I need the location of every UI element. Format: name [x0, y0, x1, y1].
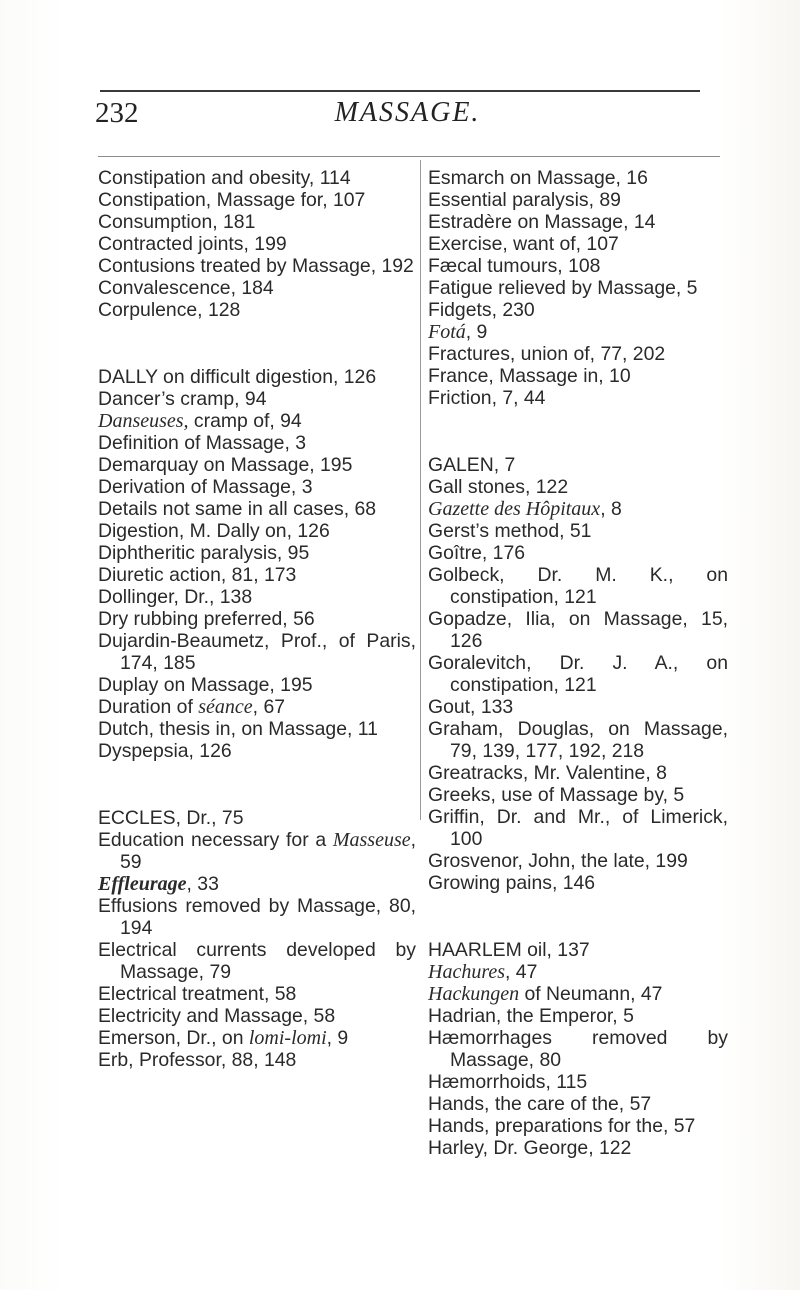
- index-entry-text: Esmarch on Massage, 16: [428, 167, 648, 189]
- index-entry: [428, 1093, 728, 1115]
- index-entry: [98, 718, 416, 740]
- index-entry: [428, 850, 728, 872]
- index-entry-italic: lomi-lomi: [248, 1027, 327, 1049]
- index-entry-text: Fatigue relieved by Massage, 5: [428, 277, 698, 299]
- index-entry-text: Graham, Douglas, on Massage, 79, 139, 177, 192, 218: [428, 718, 728, 762]
- index-entry-text: Digestion, M. Dally on, 126: [98, 520, 330, 542]
- index-entry-italic: séance: [198, 696, 253, 718]
- header-rule: [98, 156, 720, 157]
- group-gap: [428, 409, 728, 454]
- column-divider: [420, 160, 421, 820]
- index-entry-text: France, Massage in, 10: [428, 365, 631, 387]
- index-group: [98, 366, 416, 762]
- index-entry-text: Details not same in all cases, 68: [98, 498, 377, 520]
- index-entry: [428, 718, 728, 762]
- index-entry-text: Convalescence, 184: [98, 277, 274, 299]
- index-entry: [98, 388, 416, 410]
- index-column-left: [98, 167, 416, 1071]
- index-entry-text: Fractures, union of, 77, 202: [428, 343, 666, 365]
- index-entry-text: Goître, 176: [428, 542, 526, 564]
- index-entry: [98, 211, 416, 233]
- index-entry: [98, 696, 416, 718]
- index-entry: [428, 939, 728, 961]
- index-entry-text: Exercise, want of, 107: [428, 233, 619, 255]
- index-entry-text: Gout, 133: [428, 696, 514, 718]
- index-entry: [428, 1005, 728, 1027]
- index-entry: [98, 189, 416, 211]
- index-entry: [428, 608, 728, 652]
- running-head: MASSAGE.: [334, 97, 481, 128]
- index-entry: [98, 520, 416, 542]
- index-entry: [98, 255, 416, 277]
- index-entry: [98, 807, 416, 829]
- index-entry-text: Fidgets, 230: [428, 299, 535, 321]
- index-entry: [98, 476, 416, 498]
- index-entry: [98, 233, 416, 255]
- top-rule: [100, 90, 700, 92]
- index-entry-text: Demarquay on Massage, 195: [98, 454, 353, 476]
- index-entry-text: , 9: [465, 321, 488, 343]
- index-entry-italic: Hachures: [428, 961, 506, 983]
- index-entry: [428, 167, 728, 189]
- index-entry-text: Dry rubbing preferred, 56: [98, 608, 315, 630]
- index-entry-text: Hæmorrhoids, 115: [428, 1071, 588, 1093]
- index-entry: [428, 211, 728, 233]
- index-entry-text: cramp of, 94: [188, 410, 302, 432]
- index-entry: [98, 586, 416, 608]
- index-entry: [98, 564, 416, 586]
- index-entry: [98, 542, 416, 564]
- index-entry: [98, 498, 416, 520]
- index-entry-text: Duplay on Massage, 195: [98, 674, 313, 696]
- index-entry: [428, 365, 728, 387]
- index-entry-pre: Duration of: [98, 696, 199, 718]
- index-entry: [98, 674, 416, 696]
- index-entry-pre: Emerson, Dr., on: [98, 1027, 249, 1049]
- index-entry-text: Gall stones, 122: [428, 476, 569, 498]
- index-entry: [98, 454, 416, 476]
- index-entry: [428, 762, 728, 784]
- index-entry: [428, 343, 728, 365]
- index-entry-text: Dyspepsia, 126: [98, 740, 232, 762]
- index-entry-text: Friction, 7, 44: [428, 387, 546, 409]
- index-entry: [98, 983, 416, 1005]
- index-entry-text: Definition of Massage, 3: [98, 432, 307, 454]
- index-entry-text: HAARLEM oil, 137: [428, 939, 590, 961]
- index-entry-text: Estradère on Massage, 14: [428, 211, 656, 233]
- group-gap: [98, 321, 416, 366]
- index-entry-text: Harley, Dr. George, 122: [428, 1137, 632, 1159]
- index-column-right: [428, 167, 728, 1159]
- index-entry: [98, 299, 416, 321]
- index-entry-text: Hands, preparations for the, 57: [428, 1115, 696, 1137]
- index-entry-text: Gerst’s method, 51: [428, 520, 592, 542]
- index-entry-text: Greatracks, Mr. Valentine, 8: [428, 762, 667, 784]
- group-gap: [98, 762, 416, 807]
- index-entry-text: Hadrian, the Emperor, 5: [428, 1005, 634, 1027]
- index-group: [428, 167, 728, 409]
- index-entry: [428, 961, 728, 983]
- index-entry: [98, 432, 416, 454]
- index-entry: [428, 454, 728, 476]
- index-entry: [428, 321, 728, 343]
- index-entry-text: Constipation, Massage for, 107: [98, 189, 366, 211]
- index-entry-italic: Gazette des Hôpitaux: [428, 498, 601, 520]
- index-entry-text: Contracted joints, 199: [98, 233, 287, 255]
- index-entry-bold-italic: Effleurage: [98, 873, 187, 895]
- index-entry: [98, 277, 416, 299]
- index-entry-text: , 67: [252, 696, 286, 718]
- index-entry: [428, 498, 728, 520]
- index-entry-text: , 47: [505, 961, 538, 983]
- index-entry: [428, 872, 728, 894]
- index-entry-text: Dujardin-Beaumetz, Prof., of Paris, 174, 185: [98, 630, 416, 674]
- index-group: [98, 167, 416, 321]
- index-group: [98, 807, 416, 1071]
- index-entry: [428, 299, 728, 321]
- index-entry-text: GALEN, 7: [428, 454, 516, 476]
- index-entry: [428, 277, 728, 299]
- index-entry-italic: Fotá: [428, 321, 466, 343]
- index-entry: [98, 1049, 416, 1071]
- index-entry-text: Growing pains, 146: [428, 872, 596, 894]
- index-entry-text: Griffin, Dr. and Mr., of Limerick, 100: [428, 806, 728, 850]
- index-entry: [428, 255, 728, 277]
- index-entry-text: Diuretic action, 81, 173: [98, 564, 297, 586]
- index-entry-text: Fæcal tumours, 108: [428, 255, 601, 277]
- index-entry-pre: Education necessary for a: [98, 829, 333, 851]
- index-entry: [98, 740, 416, 762]
- index-entry-text: Erb, Professor, 88, 148: [98, 1049, 297, 1071]
- index-entry-text: , 9: [326, 1027, 349, 1049]
- index-entry: [428, 1071, 728, 1093]
- index-entry: [428, 387, 728, 409]
- index-entry: [428, 189, 728, 211]
- index-entry-italic: Danseuses,: [98, 410, 189, 432]
- index-group: [428, 939, 728, 1159]
- index-entry-text: Dancer’s cramp, 94: [98, 388, 267, 410]
- index-entry: [428, 652, 728, 696]
- index-entry-text: Grosvenor, John, the late, 199: [428, 850, 688, 872]
- index-entry-text: Corpulence, 128: [98, 299, 241, 321]
- index-entry: [98, 167, 416, 189]
- index-entry-text: ECCLES, Dr., 75: [98, 807, 244, 829]
- index-entry-text: , 8: [600, 498, 622, 520]
- index-entry-text: , 33: [186, 873, 219, 895]
- index-entry: [98, 1027, 416, 1049]
- index-entry: [428, 1115, 728, 1137]
- index-entry: [98, 410, 416, 432]
- index-entry: [428, 564, 728, 608]
- index-entry-text: Dollinger, Dr., 138: [98, 586, 253, 608]
- index-entry: [98, 366, 416, 388]
- page-number: 232: [95, 97, 139, 129]
- index-entry-text: of Neumann, 47: [519, 983, 663, 1005]
- index-entry-text: Dutch, thesis in, on Massage, 11: [98, 718, 378, 740]
- index-entry-text: Constipation and obesity, 114: [98, 167, 351, 189]
- index-entry-italic: Masseuse: [332, 829, 411, 851]
- index-entry-italic: Hackungen: [428, 983, 520, 1005]
- index-entry: [98, 1005, 416, 1027]
- index-entry: [98, 829, 416, 873]
- index-entry-text: Contusions treated by Massage, 192: [98, 255, 414, 277]
- index-entry: [428, 1027, 728, 1071]
- index-entry-text: DALLY on difficult digestion, 126: [98, 366, 377, 388]
- index-entry-text: Derivation of Massage, 3: [98, 476, 313, 498]
- group-gap: [428, 894, 728, 939]
- index-entry-text: Electricity and Massage, 58: [98, 1005, 336, 1027]
- index-entry: [428, 233, 728, 255]
- index-entry-text: Electrical treatment, 58: [98, 983, 297, 1005]
- index-entry: [98, 939, 416, 983]
- index-entry-text: Electrical currents developed by Massage, 79: [98, 939, 416, 983]
- index-entry: [98, 873, 416, 895]
- index-entry-text: Goralevitch, Dr. J. A., on constipation, 121: [428, 652, 728, 696]
- index-entry-text: Greeks, use of Massage by, 5: [428, 784, 685, 806]
- index-entry: [98, 630, 416, 674]
- index-entry: [428, 983, 728, 1005]
- index-group: [428, 454, 728, 894]
- index-entry-text: Hands, the care of the, 57: [428, 1093, 652, 1115]
- index-entry-text: Diphtheritic paralysis, 95: [98, 542, 310, 564]
- page-header: [95, 97, 720, 137]
- index-entry: [428, 1137, 728, 1159]
- index-entry: [428, 696, 728, 718]
- index-entry: [98, 895, 416, 939]
- index-entry: [98, 608, 416, 630]
- index-entry-text: Hæmorrhages removed by Massage, 80: [428, 1027, 728, 1071]
- index-entry: [428, 784, 728, 806]
- index-entry-text: , 59: [120, 829, 416, 873]
- index-entry-text: Effusions removed by Massage, 80, 194: [98, 895, 416, 939]
- index-entry-text: Gopadze, Ilia, on Massage, 15, 126: [428, 608, 728, 652]
- index-entry: [428, 806, 728, 850]
- index-entry-text: Golbeck, Dr. M. K., on constipation, 121: [428, 564, 728, 608]
- index-entry-text: Essential paralysis, 89: [428, 189, 621, 211]
- index-entry: [428, 542, 728, 564]
- index-entry-text: Consumption, 181: [98, 211, 256, 233]
- index-entry: [428, 476, 728, 498]
- index-entry: [428, 520, 728, 542]
